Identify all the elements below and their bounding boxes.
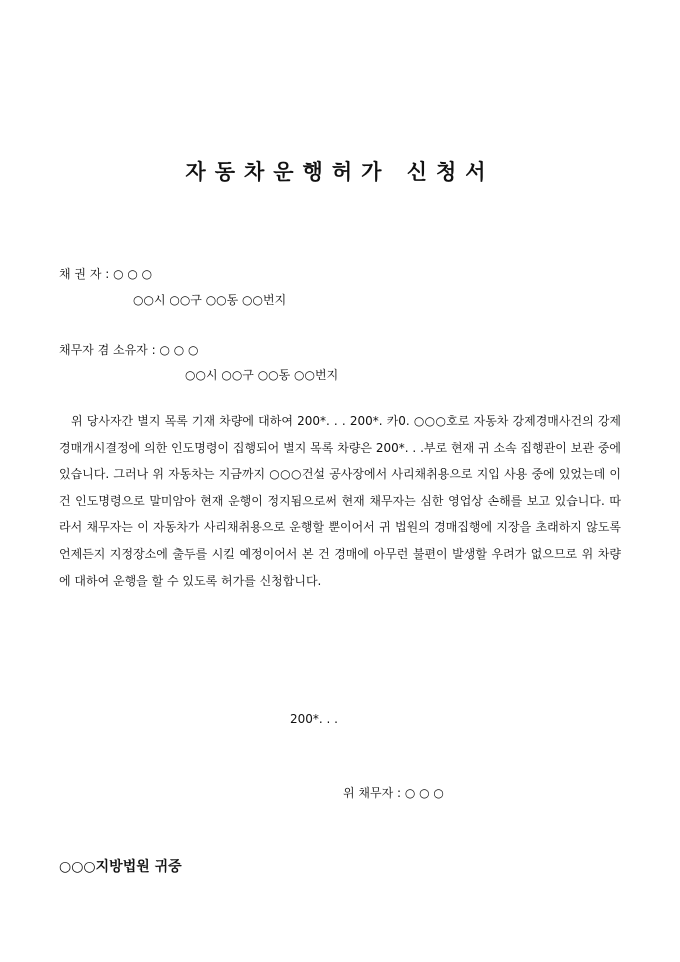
- debtor-line: 채무자 겸 소유자 : ○ ○ ○: [59, 343, 199, 357]
- document-title: 자동차운행허가 신청서: [185, 159, 495, 184]
- application-body: 위 당사자간 별지 목록 기재 차량에 대하여 200*. . . 200*. 카0. ○○○호로 자동차 강제경매사건의 강제경매개시결정에 의한 인도명령이 집행되어 별지 목록 차량은 200*. . .부로 현재 귀 소속 집행관이 보관 중에 있습니다. 그러나 위 자동차는 지금까지 ○○○건설 공사장에서 사리채취용으로 지입 사용 중에 있었는데 이 건 인도명령으로 말미암아 현재 운행이 정지됨으로써 현재 채무자는 심한 영업상 손해를 보고 있습니다. 따라서 채무자는 이 자동차가 사리채취용으로 운행할 뿐이어서 귀 법원의 경매집행에 지장을 초래하지 않도록 언제든지 지정장소에 출두를 시킬 예정이어서 본 건 경매에 아무런 불편이 발생할 우려가 없으므로 위 차량에 대하여 운행을 할 수 있도록 허가를 신청합니다.: [59, 414, 621, 588]
- application-date: 200*. . .: [290, 712, 338, 726]
- debtor-signature: 위 채무자 : ○ ○ ○: [343, 786, 444, 800]
- creditor-line: 채 권 자 : ○ ○ ○: [59, 267, 153, 281]
- court-addressee: ○○○지방법원 귀중: [59, 859, 182, 875]
- creditor-address: ○○시 ○○구 ○○동 ○○번지: [133, 293, 287, 307]
- debtor-address: ○○시 ○○구 ○○동 ○○번지: [185, 368, 339, 382]
